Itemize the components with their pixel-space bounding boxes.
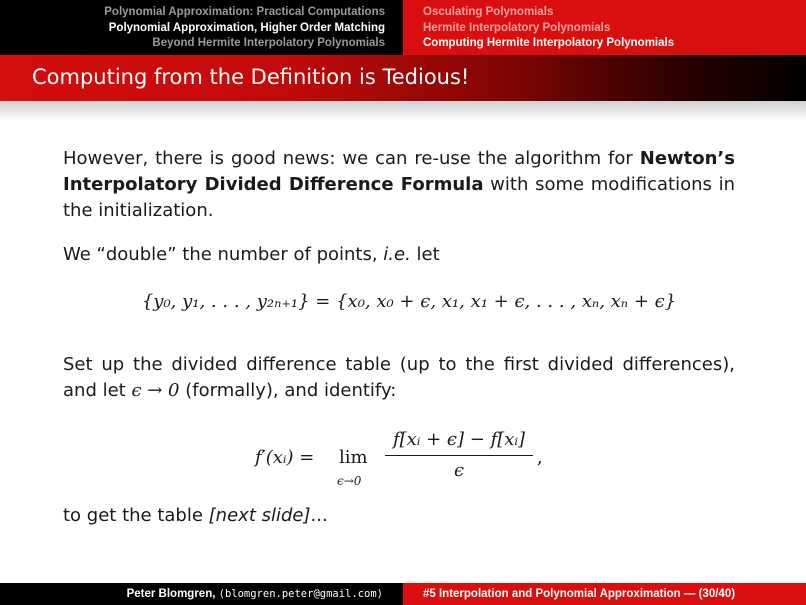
limit-operator: lim — [339, 447, 368, 468]
paragraph-next-slide — [63, 503, 735, 529]
epsilon-limit-math: ϵ → 0 — [131, 380, 180, 401]
nav-subsection-osculating[interactable]: Osculating Polynomials — [423, 6, 554, 18]
fraction-bar — [385, 455, 533, 456]
top-navigation — [0, 0, 806, 55]
nav-subsection-computing-hermite[interactable]: Computing Hermite Interpolatory Polynomials — [423, 37, 675, 49]
footer-author — [0, 583, 403, 605]
paragraph-text: However, there is good news: we can re-use the algorithm for — [63, 148, 640, 169]
slide-title: Computing from the Definition is Tedious! — [32, 65, 470, 89]
author-name: Peter Blomgren, — [126, 588, 216, 600]
equation-comma: , — [537, 447, 543, 468]
nav-subsection-hermite[interactable]: Hermite Interpolatory Polynomials — [423, 21, 611, 34]
title-shadow — [0, 101, 806, 121]
footer-bar — [0, 583, 806, 605]
equation-doubled-points: {y₀, y₁, . . . , y₂ₙ₊₁} = {x₀, x₀ + ϵ, x₁, x₁ + ϵ, . . . , xₙ, xₙ + ϵ} — [141, 291, 677, 312]
paragraph-text: (formally), and identify: — [179, 380, 397, 401]
lecture-title-page-count: #5 Interpolation and Polynomial Approximation — (30/40) — [423, 588, 736, 600]
paragraph-text: ... — [310, 505, 328, 526]
limit-subscript: ϵ→0 — [337, 474, 362, 488]
paragraph-text: to get the table — [63, 505, 209, 526]
paragraph-text: Set up the divided difference table (up to the first divided differences), and let — [63, 354, 735, 401]
paragraph-divided-difference-table — [63, 352, 735, 404]
nav-section-higher-order-matching[interactable]: Polynomial Approximation, Higher Order Matching — [108, 21, 385, 34]
footer-lecture-info — [403, 583, 806, 605]
paragraph-text: with some modifications in the initialization. — [63, 174, 735, 221]
nav-section-beyond-hermite[interactable]: Beyond Hermite Interpolatory Polynomials — [152, 37, 385, 49]
paragraph-good-news — [63, 146, 735, 224]
fraction-numerator: f[xᵢ + ϵ] − f[xᵢ] — [392, 429, 526, 450]
newton-formula-name: Newton’s Interpolatory Divided Difference Formula — [63, 148, 735, 195]
difference-quotient — [385, 428, 533, 482]
author-email: ⟨blomgren.peter@gmail.com⟩ — [218, 588, 383, 600]
nav-section-practical-computations[interactable]: Polynomial Approximation: Practical Computations — [104, 6, 385, 18]
subsection-navigation — [403, 0, 806, 55]
derivative-lhs: f′(xᵢ) = — [255, 447, 315, 468]
ie-abbreviation: i.e. — [383, 244, 411, 265]
frame-title-bar — [0, 55, 806, 101]
next-slide-reference: [next slide] — [208, 505, 311, 526]
section-navigation — [0, 0, 403, 55]
fraction-denominator: ϵ — [453, 460, 465, 481]
paragraph-text: We “double” the number of points, — [63, 244, 384, 265]
paragraph-double-points — [63, 242, 735, 268]
paragraph-text: let — [410, 244, 440, 265]
equation-derivative-limit — [255, 428, 575, 488]
